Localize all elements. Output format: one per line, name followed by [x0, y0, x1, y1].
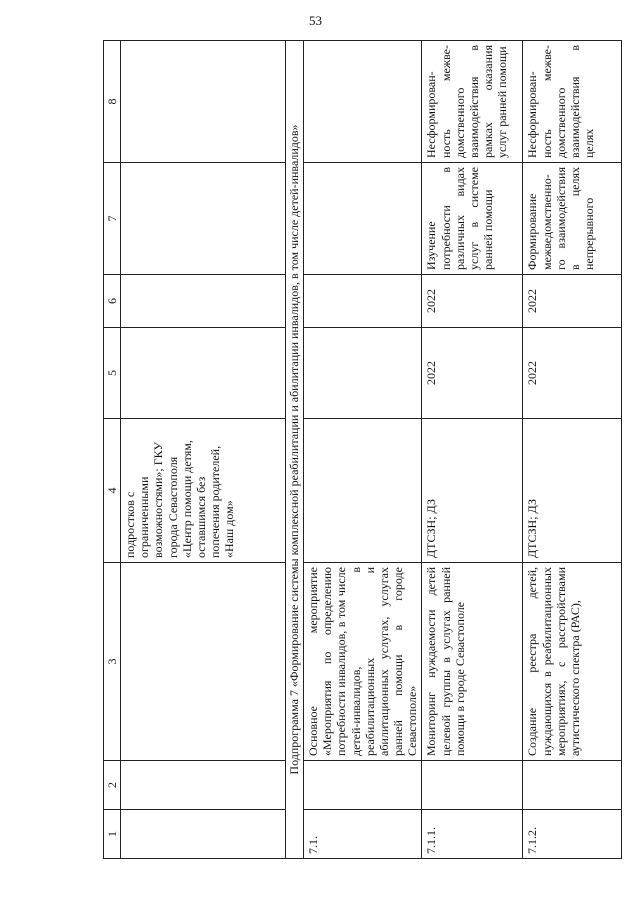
row-name: Создание реестра детей, нуждающихся в реабилитационных мероприятиях, с расстройствами аутистического спектра (РАС),: [523, 563, 622, 761]
subprogram-heading: Подпрограмма 7 «Формирование системы комплексной реабилитации и абилитации инвалидов, в том числе детей-инвалидов»: [286, 41, 304, 859]
rotated-table-area: [103, 41, 601, 859]
table-row: [304, 41, 422, 859]
header-col-2: 2: [104, 761, 121, 810]
header-col-6: 6: [104, 275, 121, 328]
row-end-year: 2022: [422, 275, 523, 328]
row-number: 7.1.2.: [523, 810, 622, 859]
measures-table: [103, 40, 622, 859]
header-col-5: 5: [104, 328, 121, 419]
row-start-year: 2022: [422, 328, 523, 419]
row-name: Основное мероприятие «Мероприятия по определению потребности инвалидов, в том числе детей-инвалидов, в реабилитационных и абилитационных услугах, услугах ранней помощи в городе Севастополе»: [304, 563, 422, 761]
subprogram-heading-row: [286, 41, 304, 859]
cell: [121, 275, 286, 328]
row-col2: [422, 761, 523, 810]
cell: [121, 810, 286, 859]
row-col2: [304, 761, 422, 810]
row-result: Изучение потребности в различных видах услуг в системе ранней помощи: [422, 163, 523, 275]
row-end-year: 2022: [523, 275, 622, 328]
header-col-8: 8: [104, 41, 121, 163]
row-consequence: Несформирован-ность межве-домственного взаимодействия в рамках оказания услуг ранней помощи: [422, 41, 523, 163]
header-col-7: 7: [104, 163, 121, 275]
row-number: 7.1.: [304, 810, 422, 859]
table-row: [523, 41, 622, 859]
row-consequence: Несформирован-ность межве-домственного взаимодействия в целях: [523, 41, 622, 163]
row-executor: ДТСЗН; ДЗ: [523, 419, 622, 563]
cell: [121, 41, 286, 163]
row-executor: [304, 419, 422, 563]
table-rotator: [103, 41, 601, 859]
row-start-year: [304, 328, 422, 419]
page-number: 53: [309, 13, 322, 28]
header-col-3: 3: [104, 563, 121, 761]
cell: [121, 163, 286, 275]
row-col2: [523, 761, 622, 810]
row-executor: ДТСЗН; ДЗ: [422, 419, 523, 563]
row-start-year: 2022: [523, 328, 622, 419]
header-col-4: 4: [104, 419, 121, 563]
row-consequence: [304, 41, 422, 163]
cell: [121, 328, 286, 419]
row-end-year: [304, 275, 422, 328]
cell: [121, 563, 286, 761]
row-name: Мониторинг нуждаемости детей целевой группы в услугах ранней помощи в городе Севастополе: [422, 563, 523, 761]
continuation-row: [121, 41, 286, 859]
continuation-executor-cell: подростков с ограниченными возможностями»; ГКУ города Севастополя «Центр помощи детям, оставшимся без попечения родителей, «Наш дом»: [121, 419, 286, 563]
row-result: [304, 163, 422, 275]
row-number: 7.1.1.: [422, 810, 523, 859]
header-col-1: 1: [104, 810, 121, 859]
row-result: Формирование межведомственно-го взаимодействия в целях непрерывного: [523, 163, 622, 275]
cell: [121, 761, 286, 810]
header-row: [104, 41, 121, 859]
table-row: [422, 41, 523, 859]
